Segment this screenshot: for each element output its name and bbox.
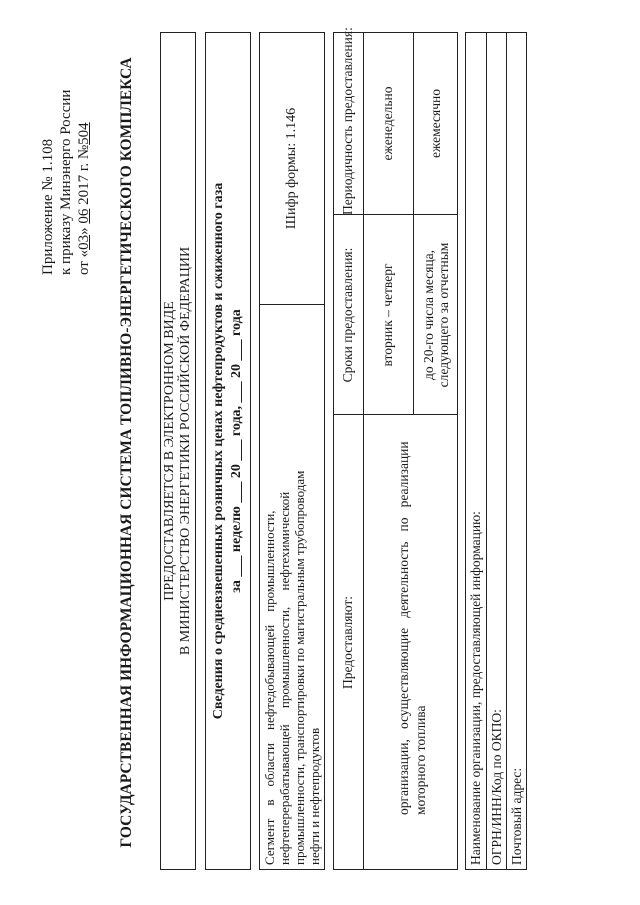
appendix-line1: Приложение № 1.108: [40, 138, 56, 275]
submission-line1: ПРЕДОСТАВЛЯЕТСЯ В ЭЛЕКТРОННОМ ВИДЕ: [162, 301, 177, 601]
appendix-mid: »: [76, 223, 92, 235]
segment-line2: нефтеперерабатывающей промышленности, нефтехимической: [277, 491, 292, 865]
row1-deadline: вторник – четверг: [380, 263, 395, 367]
appendix-day: 03: [76, 234, 92, 250]
appendix-number: 504: [76, 122, 92, 145]
header-providers: Предоставляют:: [340, 595, 355, 690]
page-title: ГОСУДАРСТВЕННАЯ ИНФОРМАЦИОННАЯ СИСТЕМА ТОПЛИВНО-ЭНЕРГЕТИЧЕСКОГО КОМПЛЕКСА: [118, 57, 135, 848]
row1-periodicity: еженедельно: [380, 86, 395, 161]
segment-line3: промышленности, транспортировки по магистральным трубопроводам: [292, 470, 307, 865]
row2-deadline-line1: до 20-го числа месяца,: [421, 249, 436, 381]
segment-line4: нефти и нефтепродуктов: [307, 727, 322, 865]
form-code: Шифр формы: 1.146: [284, 107, 299, 230]
row2-periodicity: ежемесячно: [428, 89, 443, 158]
report-title: Сведения о средневзвешенных розничных ценах нефтепродуктов и сжиженного газа: [211, 182, 226, 720]
row2-deadline-line2: следующего за отчетным: [436, 242, 451, 388]
appendix-prefix: от «: [76, 249, 92, 275]
segment-line1: Сегмент в области нефтедобывающей промышленности,: [262, 510, 277, 865]
header-periodicity: Периодичность предоставления:: [340, 27, 355, 215]
header-deadlines: Сроки предоставления:: [340, 247, 355, 383]
footer-ogrn-label: ОГРН/ИНН/Код по ОКПО:: [489, 709, 504, 865]
appendix-month: 06: [76, 208, 92, 224]
footer-divider-1: [486, 32, 487, 870]
appendix-line2: к приказу Минэнерго России: [58, 89, 74, 275]
provider-line1: организации, осуществляющие деятельность по реализации: [396, 441, 411, 815]
appendix-suffix: г. №: [76, 144, 92, 175]
footer-org-label: Наименование организации, предоставляющей информацию:: [468, 511, 483, 865]
report-period: за ___ неделю ___ 20 ___ года, ___ 20 ___ года: [229, 309, 244, 593]
footer-divider-2: [506, 32, 507, 870]
table-row-divider: [413, 32, 414, 415]
table-header-line: [363, 32, 364, 870]
submission-line2: В МИНИСТЕРСТВО ЭНЕРГЕТИКИ РОССИЙСКОЙ ФЕДЕРАЦИИ: [178, 246, 193, 656]
appendix-year: 2017: [76, 174, 92, 205]
provider-line2: моторного топлива: [413, 705, 428, 815]
footer-address-label: Почтовый адрес:: [509, 767, 524, 865]
appendix-line3: [76, 122, 93, 275]
